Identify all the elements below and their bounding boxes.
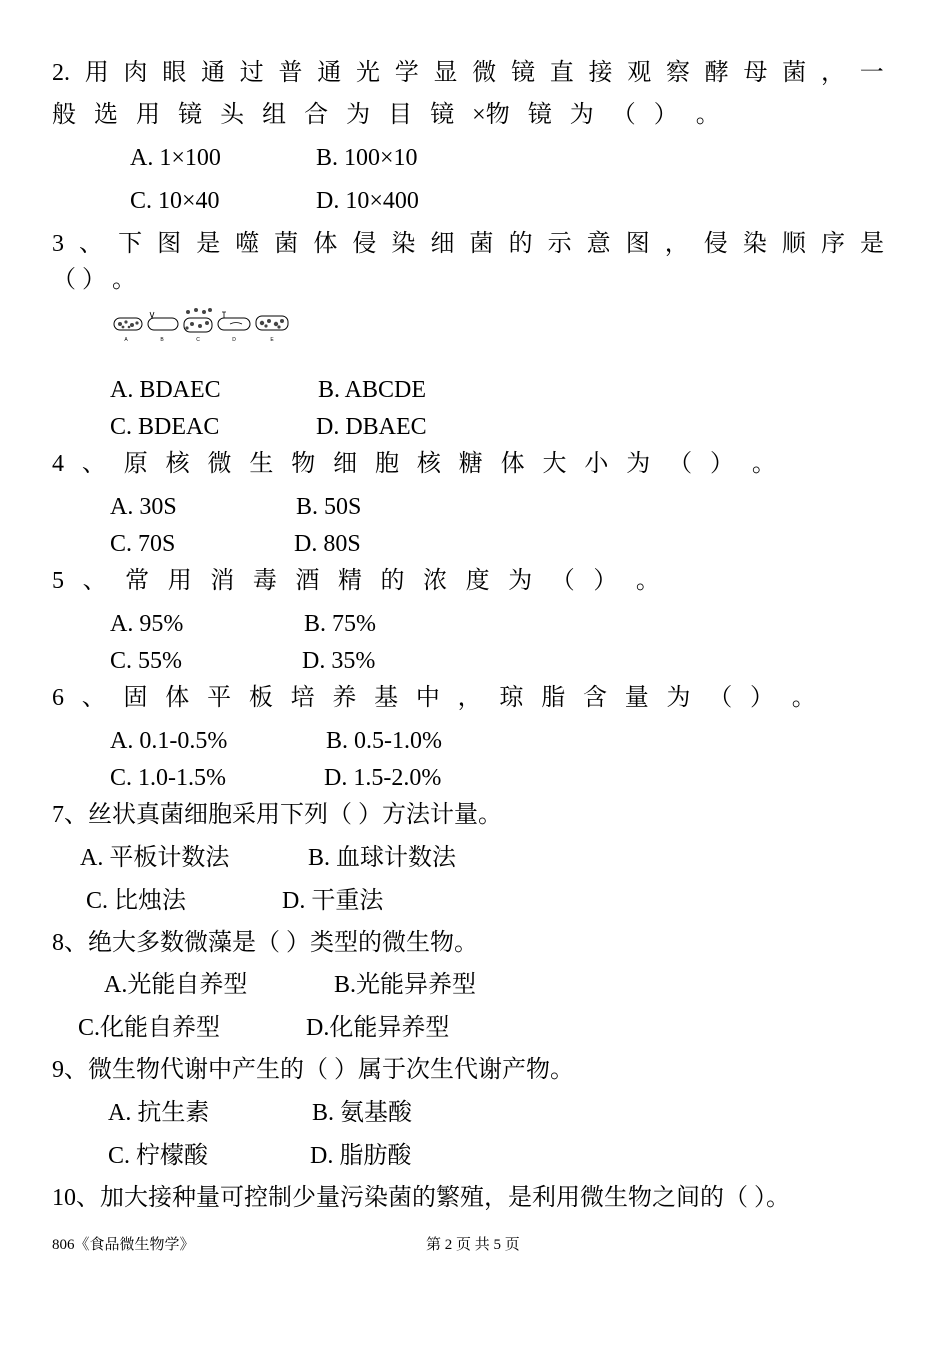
stem-token: 是 (859, 231, 884, 257)
stem-token: 中 (415, 685, 440, 711)
stem-token: ） (593, 568, 618, 594)
stem-token: 。 (751, 451, 776, 477)
stem-token: 顺 (781, 231, 806, 257)
q5-stem-line1 (52, 566, 660, 596)
stem-token: 示 (547, 231, 572, 257)
stem-token: 意 (586, 231, 611, 257)
label-a: A (124, 337, 128, 343)
stem-token: 图 (625, 231, 650, 257)
q4-option-a: A. 30S (110, 494, 177, 520)
stem-token: 染 (391, 231, 416, 257)
stem-token: 显 (433, 60, 458, 86)
q6-option-c: C. 1.0-1.5% (110, 765, 226, 791)
stem-token: 选 (94, 102, 119, 128)
q2-stem-line1 (52, 58, 884, 88)
stem-token: （ (668, 451, 693, 477)
stem-token: 小 (584, 451, 609, 477)
stem-token: 菌 (274, 231, 299, 257)
q5-option-a: A. 95% (110, 611, 184, 637)
q8-option-d: D.化能异养型 (306, 1015, 450, 1041)
stem-token: 用 (84, 60, 109, 86)
stem-token: 目 (388, 102, 413, 128)
stem-token: 板 (248, 685, 273, 711)
stem-token: 固 (123, 685, 148, 711)
stem-token: 基 (374, 685, 399, 711)
stem-token: 酵 (704, 60, 729, 86)
stem-token: ） (750, 685, 775, 711)
stem-token: 为 (569, 102, 594, 128)
q10-stem: 10、加大接种量可控制少量污染菌的繁殖，是利用微生物之间的（ ）。 (52, 1185, 790, 1211)
stem-token: 琼 (499, 685, 524, 711)
stem-token: 养 (332, 685, 357, 711)
stem-token: 、 (81, 685, 106, 711)
cell-b (148, 312, 178, 330)
stem-token: （ (708, 685, 733, 711)
stem-token: 接 (588, 60, 613, 86)
stem-token: 4 (52, 451, 64, 477)
stem-token: 观 (627, 60, 652, 86)
q9-option-a: A. 抗生素 (108, 1100, 210, 1126)
q9-option-d: D. 脂肪酸 (310, 1143, 412, 1169)
stem-token: 糖 (458, 451, 483, 477)
stem-token: ， (821, 60, 845, 86)
q6-option-b: B. 0.5-1.0% (326, 728, 442, 754)
stem-token: 。 (635, 568, 660, 594)
stem-token: 原 (123, 451, 148, 477)
q5-option-b: B. 75% (304, 611, 376, 637)
stem-token: 侵 (352, 231, 377, 257)
stem-token: 菌 (469, 231, 494, 257)
stem-token: 图 (157, 231, 182, 257)
q7-option-b: B. 血球计数法 (308, 845, 457, 871)
stem-token: 为 (666, 685, 691, 711)
stem-token: 平 (207, 685, 232, 711)
stem-token: 一 (859, 60, 884, 86)
stem-token: 5 (52, 568, 64, 594)
stem-token: 2. (52, 60, 70, 86)
stem-token: 普 (278, 60, 303, 86)
stem-token: 直 (549, 60, 574, 86)
stem-token: 毒 (252, 568, 277, 594)
stem-token: ， (664, 231, 689, 257)
stem-token: 3 (52, 231, 64, 257)
stem-token: ×物 (472, 102, 510, 128)
q6-stem-line1 (52, 683, 816, 713)
cell-c (184, 308, 212, 332)
stem-token: 度 (465, 568, 490, 594)
q5-option-c: C. 55% (110, 648, 182, 674)
stem-token: 含 (582, 685, 607, 711)
q2-option-c: C. 10×40 (130, 188, 220, 214)
stem-token: 过 (239, 60, 264, 86)
stem-token: 为 (508, 568, 533, 594)
cell-d (218, 312, 250, 330)
stem-token: 是 (196, 231, 221, 257)
stem-token: 察 (666, 60, 690, 86)
stem-token: 合 (304, 102, 329, 128)
q3-option-b: B. ABCDE (318, 377, 427, 403)
stem-token: 常 (125, 568, 150, 594)
stem-token: 6 (52, 685, 64, 711)
stem-token: 体 (165, 685, 190, 711)
stem-token: 镜 (178, 102, 203, 128)
stem-token: 核 (165, 451, 190, 477)
stem-token: 肉 (123, 60, 148, 86)
cell-e (256, 316, 288, 330)
q8-stem: 8、绝大多数微藻是（ ）类型的微生物。 (52, 930, 478, 956)
stem-token: 为 (346, 102, 371, 128)
q4-option-d: D. 80S (294, 531, 361, 557)
label-c: C (196, 337, 200, 343)
q2-option-a: A. 1×100 (130, 145, 221, 171)
stem-token: 脂 (541, 685, 566, 711)
q7-option-d: D. 干重法 (282, 888, 384, 914)
stem-token: 消 (210, 568, 235, 594)
stem-token: 、 (79, 231, 104, 257)
stem-token: 、 (82, 568, 107, 594)
q6-option-a: A. 0.1-0.5% (110, 728, 228, 754)
q6-option-d: D. 1.5-2.0% (324, 765, 442, 791)
stem-token: 用 (136, 102, 161, 128)
stem-token: ， (457, 685, 482, 711)
stem-token: 学 (394, 60, 419, 86)
stem-token: 为 (626, 451, 651, 477)
stem-token: 用 (167, 568, 192, 594)
stem-token: 镜 (430, 102, 455, 128)
stem-token: 微 (207, 451, 232, 477)
q8-option-c: C.化能自养型 (78, 1015, 221, 1041)
stem-token: 核 (416, 451, 441, 477)
stem-token: 精 (337, 568, 362, 594)
stem-token: 染 (742, 231, 767, 257)
q7-option-a: A. 平板计数法 (80, 845, 230, 871)
stem-token: 通 (317, 60, 342, 86)
stem-token: 酒 (295, 568, 320, 594)
label-b: B (160, 337, 164, 343)
stem-token: ） (653, 102, 678, 128)
footer-course: 806《食品微生物学》 (52, 1237, 195, 1253)
stem-token: 浓 (423, 568, 448, 594)
q7-stem: 7、丝状真菌细胞采用下列（ ）方法计量。 (52, 802, 502, 828)
q3-option-c: C. BDEAC (110, 414, 220, 440)
label-e: E (270, 337, 274, 343)
q4-stem-line1 (52, 449, 776, 479)
label-d: D (232, 337, 236, 343)
stem-token: ） (710, 451, 734, 477)
q4-option-c: C. 70S (110, 531, 176, 557)
stem-token: 通 (201, 60, 225, 86)
stem-token: 生 (249, 451, 274, 477)
stem-token: 光 (356, 60, 380, 86)
stem-token: 序 (820, 231, 845, 257)
footer-page-number: 第 2 页 共 5 页 (426, 1237, 520, 1253)
stem-token: 量 (624, 685, 649, 711)
cell-a (114, 318, 142, 330)
q7-option-c: C. 比烛法 (86, 888, 187, 914)
q2-stem-line2 (52, 100, 720, 130)
stem-token: 组 (262, 102, 287, 128)
stem-token: （ (611, 102, 636, 128)
q2-option-b: B. 100×10 (316, 145, 418, 171)
stem-token: 。 (695, 102, 720, 128)
stem-token: 的 (380, 568, 405, 594)
phage-infection-diagram (112, 308, 292, 344)
stem-token: 般 (52, 102, 76, 128)
q8-option-b: B.光能异养型 (334, 972, 477, 998)
q8-option-a: A.光能自养型 (104, 972, 248, 998)
q9-stem: 9、微生物代谢中产生的（ ）属于次生代谢产物。 (52, 1057, 574, 1083)
stem-token: 胞 (375, 451, 399, 477)
stem-token: 体 (500, 451, 525, 477)
q9-option-c: C. 柠檬酸 (108, 1143, 209, 1169)
stem-token: 眼 (162, 60, 187, 86)
stem-token: 、 (81, 451, 106, 477)
stem-token: 物 (291, 451, 316, 477)
stem-token: 体 (313, 231, 338, 257)
q5-option-d: D. 35% (302, 648, 376, 674)
stem-token: （ (550, 568, 575, 594)
stem-token: 培 (290, 685, 315, 711)
stem-token: 下 (118, 231, 143, 257)
q3-option-a: A. BDAEC (110, 377, 221, 403)
q9-option-b: B. 氨基酸 (312, 1100, 413, 1126)
stem-token: 菌 (782, 60, 807, 86)
q2-option-d: D. 10×400 (316, 188, 419, 214)
stem-token: 。 (791, 685, 816, 711)
stem-token: 镜 (511, 60, 535, 86)
q3-option-d: D. DBAEC (316, 414, 427, 440)
stem-token: 大 (542, 451, 567, 477)
stem-token: 侵 (703, 231, 728, 257)
stem-token: 噬 (235, 231, 260, 257)
stem-token: 头 (220, 102, 245, 128)
q4-option-b: B. 50S (296, 494, 362, 520)
stem-token: 微 (472, 60, 497, 86)
q3-stem-line2: （ ） 。 (52, 267, 136, 293)
stem-token: 细 (430, 231, 455, 257)
q3-stem-line1 (52, 229, 884, 259)
stem-token: 镜 (527, 102, 552, 128)
stem-token: 母 (743, 60, 768, 86)
stem-token: 的 (508, 231, 533, 257)
stem-token: 细 (333, 451, 358, 477)
